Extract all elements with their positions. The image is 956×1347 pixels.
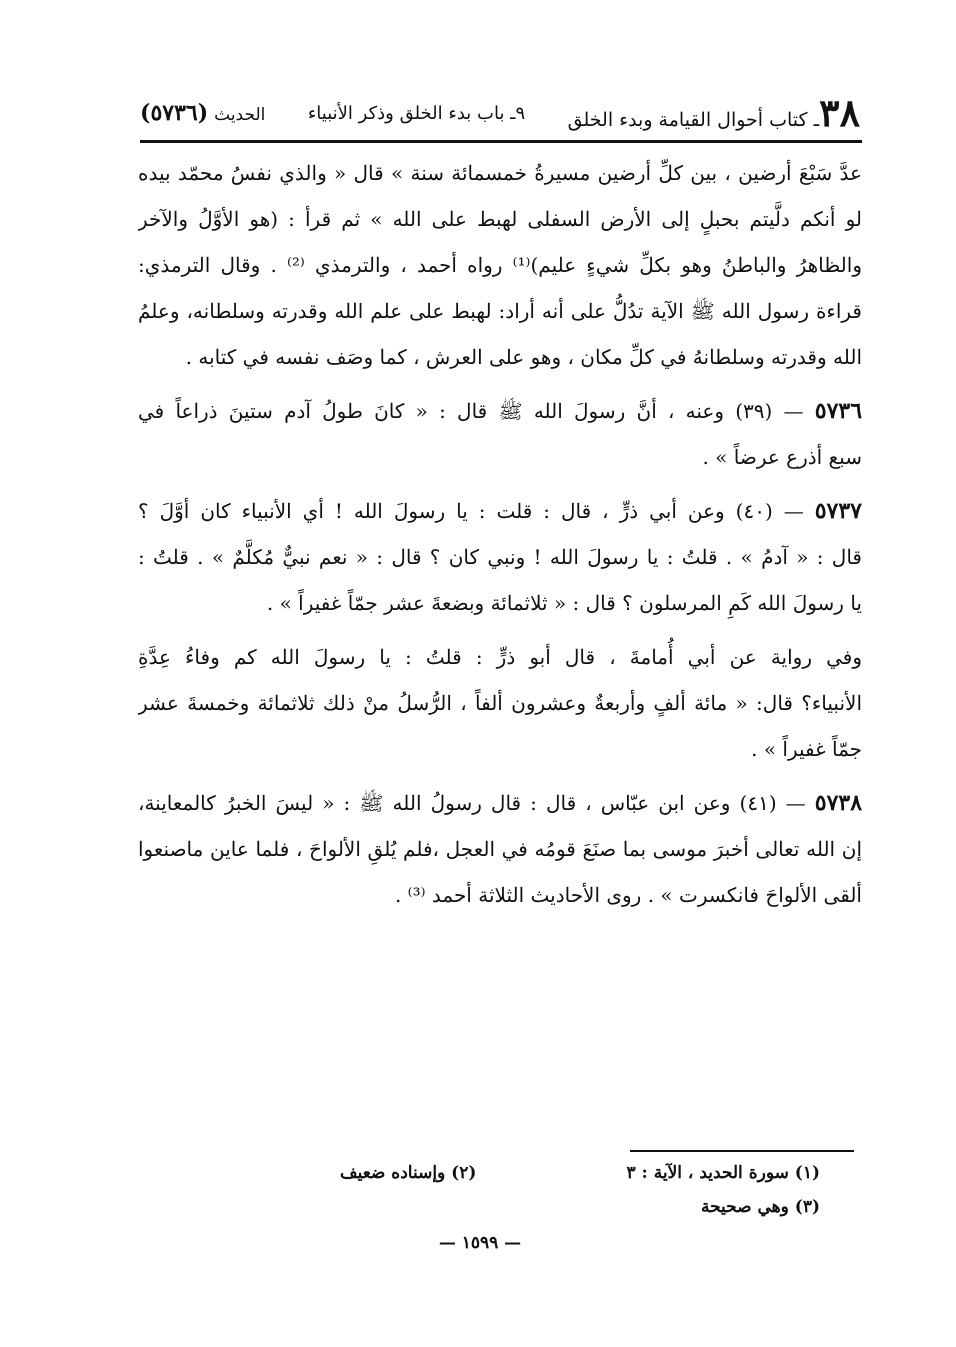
footnote-2: (٢) وإسناده ضعيف: [340, 1163, 477, 1183]
hadith-text: — (٤١) وعن ابن عبّاس ، قال : قال رسولُ الله ﷺ : « ليسَ الخبرُ كالمعاينة،: [138, 791, 806, 815]
running-head: [140, 90, 860, 136]
hadith-5736-line-1: [138, 388, 862, 434]
body-text: [138, 150, 862, 918]
footnotes: [340, 1156, 820, 1224]
hadith-5738-line-3: ألقى الألواحَ فانكسرت » . روى الأحاديث الثلاثة أحمد ⁽³⁾ .: [394, 883, 862, 907]
hadith-text: — (٣٩) وعنه ، أنَّ رسولَ الله ﷺ قال : « كانَ طولُ آدم ستينَ ذراعاً في: [138, 399, 804, 423]
header-rule: [140, 140, 862, 143]
text-line: لو أنكم دلَّيتم بحبلٍ إلى الأرض السفلى لهبط على الله » ثم قرأ : (هو الأوَّلُ والآخر: [138, 207, 862, 231]
hadith-number: ٥٧٣٨: [814, 790, 862, 816]
hadith-5736-line-2: سبع أذرع عرضاً » .: [702, 445, 862, 469]
text-line: قراءة رسول الله ﷺ الآية تدُلُّ على أنه أراد: لهبط على علم الله وقدرته وسلطانه، وعلمُ: [138, 299, 862, 323]
text-line: الله وقدرته وسلطانهُ في كلِّ مكان ، وهو على العرش ، كما وصَف نفسه في كتابه .: [185, 345, 862, 369]
section-title: ٩ـ باب بدء الخلق وذكر الأنبياء: [307, 102, 526, 124]
riwaya-line-1: وفي رواية عن أبي أُمامةَ ، قال أبو ذرٍّ : قلتُ : يا رسولَ الله كم وفاءُ عِدَّةِ: [138, 645, 862, 669]
riwaya-line-3: جمّاً غفيراً » .: [751, 737, 862, 761]
hadith-5738-line-2: إن الله تعالى أخبرَ موسى بما صنَعَ قومُه في العجل ،فلم يُلقِ الألواحَ ، فلما عاين ماصنعوا: [138, 837, 862, 861]
hadith-number: ٥٧٣٦: [814, 398, 862, 424]
running-head-right: [567, 90, 860, 135]
text-line: عدَّ سَبْعَ أرضين ، بين كلِّ أرضين مسيرةُ خمسمائة سنة » قال « والذي نفسُ محمّد بيده: [138, 161, 862, 185]
chapter-number: ٣٨: [819, 90, 860, 135]
hadith-5737-line-2: قال : « آدمُ » . قلتُ : يا رسولَ الله ! ونبي كان ؟ قال : « نعم نبيٌّ مُكلَّمٌ » . قلتُ :: [138, 545, 862, 569]
hadith-label: الحديث: [214, 105, 266, 125]
hadith-number: ٥٧٣٧: [814, 498, 862, 524]
text-line: والظاهرُ والباطنُ وهو بكلِّ شيءٍ عليم)⁽¹⁾ رواه أحمد ، والترمذي ⁽²⁾ . وقال الترمذي:: [138, 253, 862, 277]
book-title: ـ كتاب أحوال القيامة وبدء الخلق: [567, 109, 820, 131]
riwaya-line-2: الأنبياء؟ قال: « مائة ألفٍ وأربعةٌ وعشرون ألفاً ، الرُّسلُ منْ ذلك ثلاثمائة وخمسةَ عشر: [138, 691, 862, 715]
footnote-3: (٣) وهي صحيحة: [700, 1197, 820, 1217]
hadith-5737-line-3: يا رسولَ الله كَمِ المرسلون ؟ قال : « ثلاثمائة وبضعةَ عشر جمّاً غفيراً » .: [266, 591, 862, 615]
footnote-row: [340, 1190, 820, 1224]
hadith-text: — (٤٠) وعن أبي ذرٍّ ، قال : قلت : يا رسولَ الله ! أي الأنبياء كان أوَّلَ ؟: [138, 499, 804, 523]
hadith-5738-line-1: [138, 780, 862, 826]
running-head-left: [140, 100, 265, 126]
footnote-1: (١) سورة الحديد ، الآية : ٣: [626, 1163, 820, 1183]
hadith-5737-line-1: [138, 488, 862, 534]
footnote-rule: [630, 1150, 854, 1152]
page-number: — ١٥٩٩ —: [438, 1233, 522, 1253]
hadith-range: (٥٧٣٦): [140, 100, 209, 126]
footnote-row: [340, 1156, 820, 1190]
